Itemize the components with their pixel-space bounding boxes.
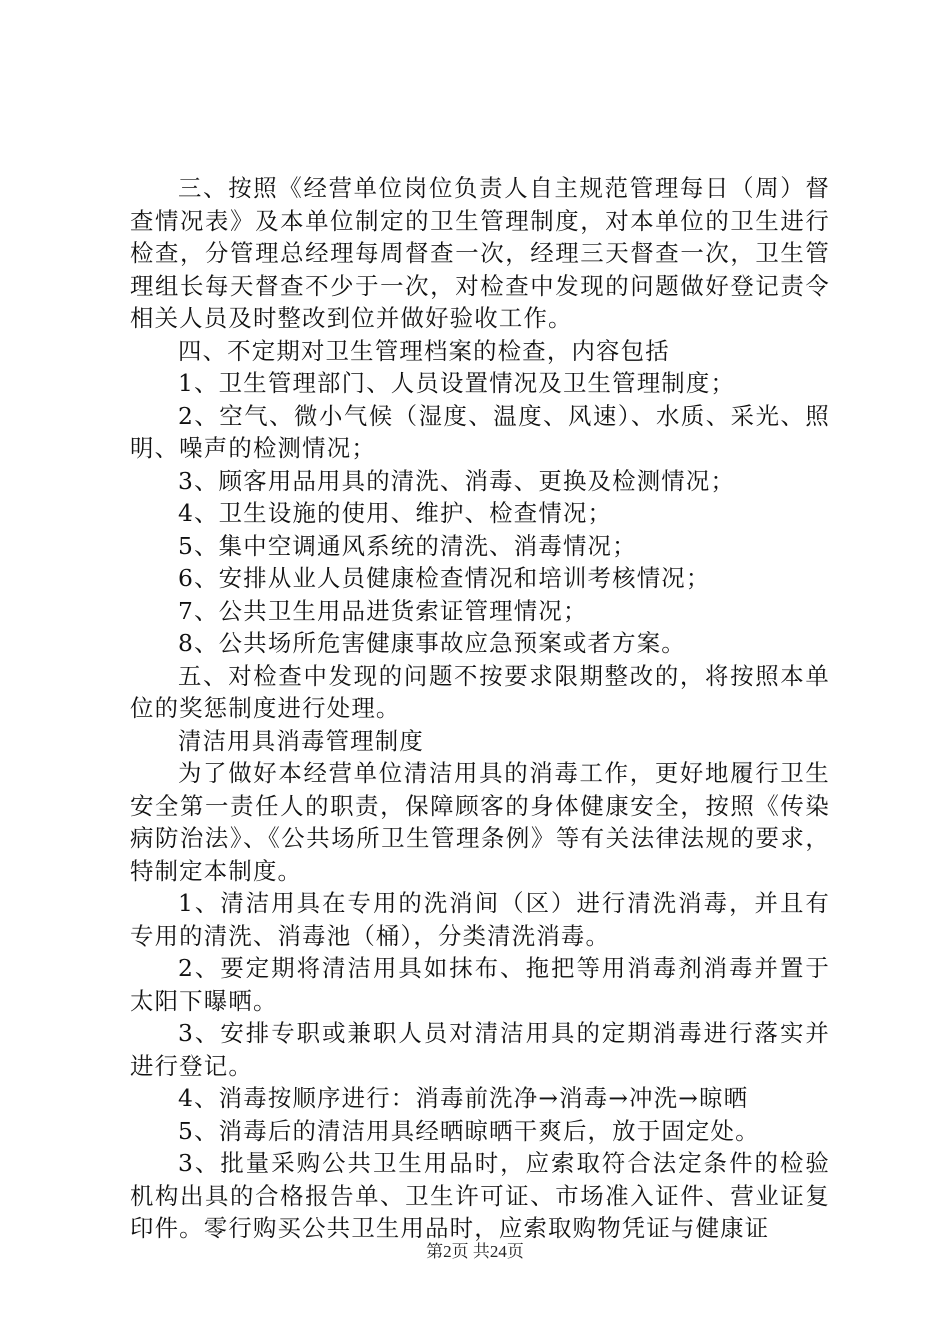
list-item: 3、安排专职或兼职人员对清洁用具的定期消毒进行落实并进行登记。 — [130, 1019, 830, 1080]
paragraph-inspection-four: 四、不定期对卫生管理档案的检查，内容包括 — [178, 336, 670, 365]
list-item: 4、消毒按顺序进行：消毒前洗净→消毒→冲洗→晾晒 — [178, 1084, 749, 1112]
section-heading: 清洁用具消毒管理制度 — [178, 726, 424, 755]
list-item: 6、安排从业人员健康检查情况和培训考核情况； — [178, 564, 711, 592]
list-item: 1、清洁用具在专用的洗消间（区）进行清洗消毒，并且有专用的清洗、消毒池（桶），分类清洗消毒。 — [130, 889, 830, 950]
list-item: 5、集中空调通风系统的清洗、消毒情况； — [178, 531, 637, 560]
list-item: 3、顾客用品用具的清洗、消毒、更换及检测情况； — [178, 466, 736, 495]
page-number: 第2页 共24页 — [426, 1242, 524, 1261]
list-item: 1、卫生管理部门、人员设置情况及卫生管理制度； — [178, 369, 736, 397]
list-item: 5、消毒后的清洁用具经晒晾晒干爽后，放于固定处。 — [178, 1116, 760, 1145]
list-item: 8、公共场所危害健康事故应急预案或者方案。 — [178, 629, 686, 657]
document-body — [130, 172, 830, 1245]
list-item: 2、要定期将清洁用具如抹布、拖把等用消毒剂消毒并置于太阳下曝晒。 — [130, 954, 830, 1015]
paragraph-intro: 为了做好本经营单位清洁用具的消毒工作，更好地履行卫生安全第一责任人的职责，保障顾客的身体健康安全，按照《传染病防治法》、《公共场所卫生管理条例》等有关法律法规的要求，特制定本制度。 — [130, 759, 830, 885]
paragraph-inspection-three: 三、按照《经营单位岗位负责人自主规范管理每日（周）督查情况表》及本单位制定的卫生管理制度，对本单位的卫生进行检查，分管理总经理每周督查一次，经理三天督查一次，卫生管理组长每天督查不少于一次，对检查中发现的问题做好登记责令相关人员及时整改到位并做好验收工作。 — [130, 174, 830, 332]
list-item: 2、空气、微小气候（湿度、温度、风速）、水质、采光、照明、噪声的检测情况； — [130, 401, 830, 462]
list-item: 7、公共卫生用品进货索证管理情况； — [178, 596, 588, 625]
list-item: 4、卫生设施的使用、维护、检查情况； — [178, 499, 613, 527]
page-footer — [0, 1237, 950, 1262]
paragraph-inspection-five: 五、对检查中发现的问题不按要求限期整改的，将按照本单位的奖惩制度进行处理。 — [130, 661, 830, 722]
list-item: 3、批量采购公共卫生用品时，应索取符合法定条件的检验机构出具的合格报告单、卫生许可证、市场准入证件、营业证复印件。零行购买公共卫生用品时，应索取购物凭证与健康证 — [130, 1149, 830, 1242]
